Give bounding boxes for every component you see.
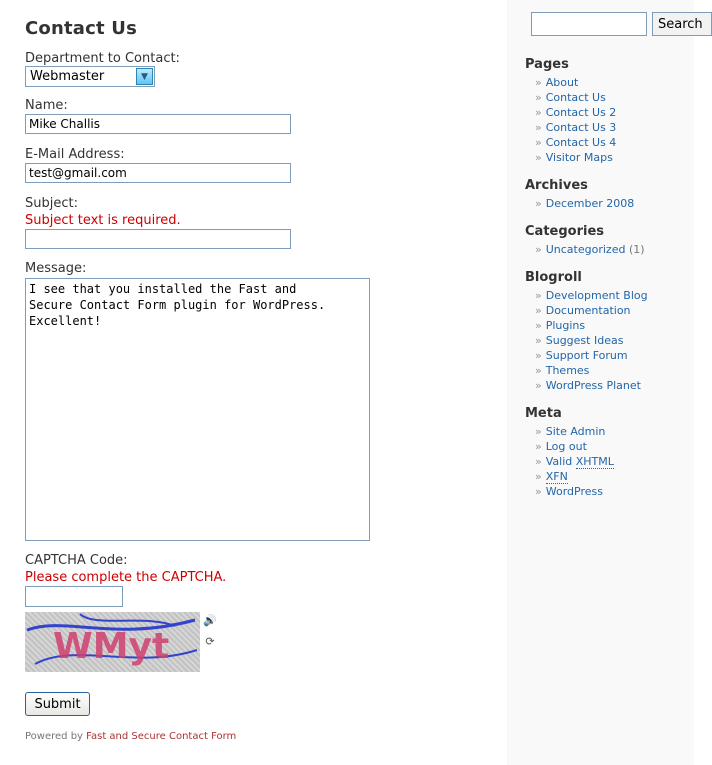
sidebar-item-about[interactable]: About: [545, 76, 579, 89]
blogroll-heading: Blogroll: [525, 270, 582, 285]
list-item: » Themes: [535, 364, 590, 377]
sidebar-item-suggest-ideas[interactable]: Suggest Ideas: [545, 334, 624, 347]
sidebar-item-contact-us-2[interactable]: Contact Us 2: [545, 106, 617, 119]
refresh-icon[interactable]: ⟳: [205, 634, 215, 648]
sidebar-item-contact-us-3[interactable]: Contact Us 3: [545, 121, 617, 134]
name-input[interactable]: [25, 114, 291, 134]
meta-heading: Meta: [525, 406, 562, 421]
chevron-down-icon[interactable]: ▼: [136, 68, 153, 85]
subject-error: Subject text is required.: [25, 213, 181, 228]
sidebar-meta: [525, 406, 614, 499]
sidebar: [507, 0, 703, 765]
department-label: Department to Contact:: [25, 51, 180, 66]
captcha-error: Please complete the CAPTCHA.: [25, 570, 227, 585]
sidebar-blogroll: [525, 270, 648, 393]
categories-heading: Categories: [525, 224, 605, 239]
list-item: » Visitor Maps: [535, 151, 613, 164]
sidebar-item-december-2008[interactable]: December 2008: [545, 197, 635, 210]
message-textarea[interactable]: [25, 278, 370, 541]
list-item: » Documentation: [535, 304, 631, 317]
list-item: » WordPress Planet: [535, 379, 641, 392]
list-item: » Contact Us 4: [535, 136, 617, 149]
sidebar-item-documentation[interactable]: Documentation: [545, 304, 631, 317]
subject-label: Subject:: [25, 196, 78, 211]
sidebar-item-wordpress-planet[interactable]: WordPress Planet: [545, 379, 641, 392]
sidebar-categories: [525, 224, 645, 257]
captcha-label: CAPTCHA Code:: [25, 553, 128, 568]
list-item: » Support Forum: [535, 349, 628, 362]
powered-by-prefix: Powered by: [25, 731, 83, 742]
list-item: » Contact Us: [535, 91, 606, 104]
name-label: Name:: [25, 98, 68, 113]
submit-button[interactable]: Submit: [25, 692, 90, 716]
sidebar-item-themes[interactable]: Themes: [545, 364, 590, 377]
sidebar-item-wordpress[interactable]: WordPress: [545, 485, 603, 498]
list-item: » Suggest Ideas: [535, 334, 624, 347]
archives-heading: Archives: [525, 178, 588, 193]
list-item: » December 2008: [535, 197, 635, 210]
department-select-value: Webmaster: [30, 69, 105, 84]
sidebar-item-visitor-maps[interactable]: Visitor Maps: [545, 151, 613, 164]
captcha-code-text: WMyt: [53, 626, 170, 667]
powered-by: [25, 731, 236, 742]
list-item: » Plugins: [535, 319, 586, 332]
email-input[interactable]: [25, 163, 291, 183]
sidebar-item-plugins[interactable]: Plugins: [545, 319, 586, 332]
search-button[interactable]: Search: [652, 12, 712, 36]
sidebar-archives: [525, 178, 634, 211]
list-item: » Valid XHTML: [535, 455, 614, 468]
xhtml-abbr: XHTML: [575, 455, 614, 468]
category-count: (1): [628, 243, 645, 256]
list-item: » Log out: [535, 440, 587, 453]
subject-input[interactable]: [25, 229, 291, 249]
pages-heading: Pages: [525, 57, 569, 72]
sidebar-item-contact-us-4[interactable]: Contact Us 4: [545, 136, 617, 149]
audio-icon[interactable]: 🔊: [203, 613, 217, 627]
captcha-input[interactable]: [25, 586, 123, 607]
email-label: E-Mail Address:: [25, 147, 125, 162]
sidebar-item-support-forum[interactable]: Support Forum: [545, 349, 628, 362]
powered-by-link[interactable]: Fast and Secure Contact Form: [86, 731, 237, 742]
sidebar-item-log-out[interactable]: Log out: [545, 440, 587, 453]
captcha-image: [25, 612, 200, 672]
page-title: Contact Us: [25, 18, 138, 39]
list-item: » WordPress: [535, 485, 603, 498]
sidebar-item-valid-xhtml[interactable]: [546, 455, 614, 469]
department-select[interactable]: [25, 66, 155, 87]
sidebar-item-development-blog[interactable]: Development Blog: [545, 289, 648, 302]
list-item: » Contact Us 3: [535, 121, 617, 134]
list-item: » About: [535, 76, 579, 89]
sidebar-item-contact-us[interactable]: Contact Us: [545, 91, 606, 104]
list-item: » Site Admin: [535, 425, 606, 438]
list-item: » Contact Us 2: [535, 106, 617, 119]
sidebar-item-xfn[interactable]: XFN: [545, 470, 568, 483]
search-input[interactable]: [531, 12, 647, 36]
message-label: Message:: [25, 261, 87, 276]
list-item: » Uncategorized (1): [535, 243, 645, 256]
sidebar-pages: [525, 57, 616, 165]
sidebar-item-site-admin[interactable]: Site Admin: [545, 425, 606, 438]
valid-prefix: Valid: [545, 455, 573, 468]
sidebar-item-uncategorized[interactable]: Uncategorized: [545, 243, 626, 256]
list-item: » XFN: [535, 470, 568, 483]
list-item: » Development Blog: [535, 289, 648, 302]
